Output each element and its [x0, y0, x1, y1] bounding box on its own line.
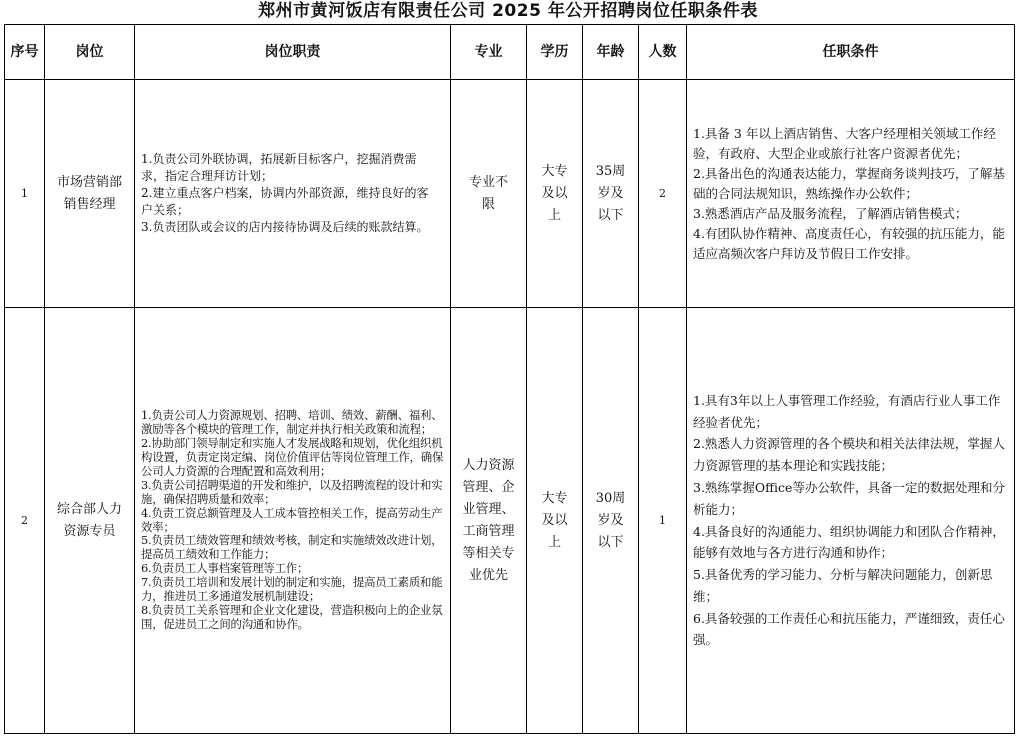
duty-item: 1.负责公司外联协调，拓展新目标客户，挖掘消费需求，指定合理拜访计划；: [141, 152, 417, 183]
requirement-item: 5.具备优秀的学习能力、分析与解决问题能力，创新思维；: [693, 567, 993, 604]
duty-item: 4.负责工资总额管理及人工成本管控相关工作，提高劳动生产效率；: [141, 505, 443, 534]
requirement-item: 4.具备良好的沟通能力、组织协调能力和团队合作精神，能够有效地与各方进行沟通和协作；: [693, 523, 1005, 561]
cell-major: 专业不限: [451, 80, 527, 308]
cell-requirements: [687, 80, 1015, 308]
duty-item: 6.负责员工人事档案管理等工作；: [141, 561, 309, 576]
positions-table: [4, 24, 1015, 734]
cell-position: 综合部人力资源专员: [45, 308, 135, 734]
duty-item: 2.建立重点客户档案，协调内外部资源，维持良好的客户关系；: [141, 186, 429, 217]
requirement-item: 4.有团队协作精神、高度责任心，有较强的抗压能力，能适应高频次客户拜访及节假日工作安排。: [693, 225, 1005, 261]
cell-requirements: [687, 308, 1015, 734]
header-duties: 岗位职责: [135, 25, 451, 80]
requirement-item: 1.具备 3 年以上酒店销售、大客户经理相关领域工作经验，有政府、大型企业或旅行社客户资源者优先；: [693, 125, 996, 161]
duty-item: 2.协助部门领导制定和实施人才发展战略和规划，优化组织机构设置，负责定岗定编、岗位价值评估等岗位管理工作，确保公司人力资源的合理配置和高效利用；: [141, 436, 444, 478]
table-row: [5, 308, 1015, 734]
cell-education: 大专及以上: [527, 80, 583, 308]
header-position: 岗位: [45, 25, 135, 80]
requirement-item: 2.具备出色的沟通表达能力，掌握商务谈判技巧，了解基础的合同法规知识，熟练操作办公软件；: [693, 165, 1005, 201]
cell-seq: 1: [5, 80, 45, 308]
duty-item: 1.负责公司人力资源规划、招聘、培训、绩效、薪酬、福利、激励等各个模块的管理工作，制定并执行相关政策和流程；: [141, 408, 443, 437]
cell-count: 2: [639, 80, 687, 308]
requirement-item: 6.具备较强的工作责任心和抗压能力，严谨细致，责任心强。: [693, 610, 1005, 648]
header-seq: 序号: [5, 25, 45, 80]
cell-education: 大专及以上: [527, 308, 583, 734]
cell-position: 市场营销部销售经理: [45, 80, 135, 308]
header-major: 专业: [451, 25, 527, 80]
duty-item: 7.负责员工培训和发展计划的制定和实施，提高员工素质和能力，推进员工多通道发展机制建设；: [141, 575, 443, 604]
duty-item: 3.负责公司招聘渠道的开发和维护，以及招聘流程的设计和实施，确保招聘质量和效率；: [141, 477, 443, 506]
requirement-item: 1.具有3年以上人事管理工作经验，有酒店行业人事工作经验者优先；: [693, 392, 1001, 430]
duty-item: 5.负责员工绩效管理和绩效考核，制定和实施绩效改进计划，提高员工绩效和工作能力；: [141, 533, 443, 562]
document-title: 郑州市黄河饭店有限责任公司 2025 年公开招聘岗位任职条件表: [258, 1, 758, 21]
table-row: [5, 80, 1015, 308]
header-age: 年龄: [583, 25, 639, 80]
requirement-item: 2.熟悉人力资源管理的各个模块和相关法律法规，掌握人力资源管理的基本理论和实践技能；: [693, 436, 1005, 474]
cell-major: 人力资源管理、企业管理、工商管理等相关专业优先: [451, 308, 527, 734]
header-requirements: 任职条件: [687, 25, 1015, 80]
duty-item: 3.负责团队或会议的店内接待协调及后续的账款结算。: [141, 220, 429, 234]
table-header-row: [5, 25, 1015, 80]
cell-seq: 2: [5, 308, 45, 734]
cell-age: 30周岁及以下: [583, 308, 639, 734]
duty-item: 8.负责员工关系管理和企业文化建设，营造积极向上的企业氛围，促进员工之间的沟通和协作。: [141, 602, 443, 631]
cell-age: 35周岁及以下: [583, 80, 639, 308]
cell-duties: [135, 80, 451, 308]
header-education: 学历: [527, 25, 583, 80]
cell-count: 1: [639, 308, 687, 734]
requirement-item: 3.熟练掌握Office等办公软件，具备一定的数据处理和分析能力；: [693, 479, 1005, 517]
requirement-item: 3.熟悉酒店产品及服务流程，了解酒店销售模式；: [693, 205, 968, 221]
header-count: 人数: [639, 25, 687, 80]
cell-duties: [135, 308, 451, 734]
